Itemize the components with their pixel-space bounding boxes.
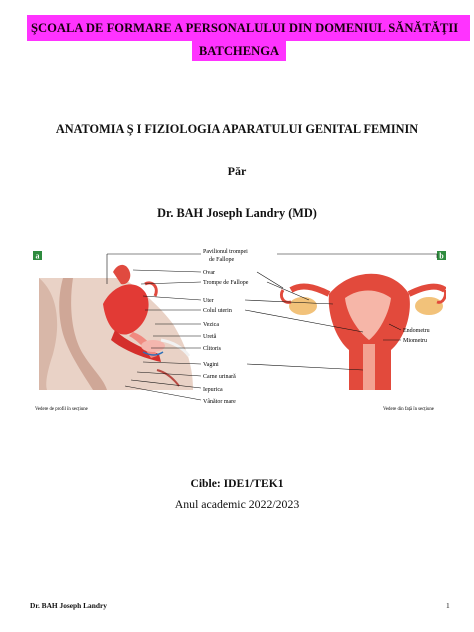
header-location: BATCHENGA xyxy=(192,41,286,61)
label-vezica: Vezica xyxy=(203,322,219,328)
author-name: Dr. BAH Joseph Landry (MD) xyxy=(157,206,317,220)
label-pavilion-line2: de Fallope xyxy=(209,257,235,263)
label-uretra: Uretă xyxy=(203,334,217,340)
label-vanator-mare: Vânător mare xyxy=(203,399,236,405)
footer-author: Dr. BAH Joseph Landry xyxy=(30,601,107,610)
caption-profile-view: Vedere de profil în secțiune xyxy=(35,407,88,412)
document-title: ANATOMIA Ş I FIZIOLOGIA APARATULUI GENITAL FEMININ xyxy=(55,122,419,136)
academic-year: Anul academic 2022/2023 xyxy=(174,497,300,511)
label-carne-urinara: Carne urinară xyxy=(203,374,236,380)
label-pavilion-line1: Pavilionul trompei xyxy=(203,249,248,255)
label-ovar: Ovar xyxy=(203,270,215,276)
label-endometru: Endometru xyxy=(403,328,430,334)
label-vagin: Vagini xyxy=(203,362,219,368)
label-iepurica: Iepurica xyxy=(203,387,223,393)
by-label: Păr xyxy=(227,164,247,178)
header-school-name: ŞCOALA DE FORMARE A PERSONALULUI DIN DOMENIUL SĂNĂTĂŢII xyxy=(27,15,470,41)
anatomy-figure xyxy=(33,244,446,414)
label-clitoris: Clitoris xyxy=(203,346,222,352)
badge-a-label: a xyxy=(35,251,40,261)
label-miometru: Miometru xyxy=(403,338,427,344)
label-colul-uterin: Colul uterin xyxy=(203,308,232,314)
caption-front-view: Vedere din față în secțiune xyxy=(383,407,434,412)
badge-b-label: b xyxy=(439,251,444,261)
target-audience: Cible: IDE1/TEK1 xyxy=(190,477,284,490)
label-uter: Uter xyxy=(203,298,214,304)
page-number: 1 xyxy=(446,601,450,610)
label-trompe: Trompe de Fallope xyxy=(203,280,249,286)
